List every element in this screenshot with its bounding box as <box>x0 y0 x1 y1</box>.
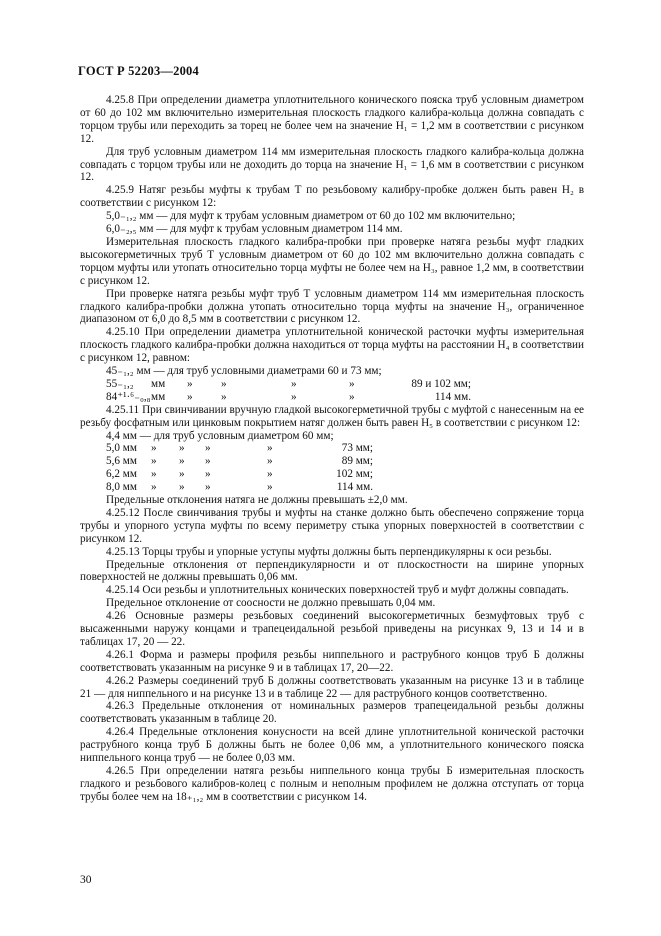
value-row <box>80 430 584 443</box>
ditto-mark: » <box>179 442 185 455</box>
ditto-mark: » <box>267 442 273 455</box>
value-text: 8,0 мм <box>106 481 137 494</box>
paragraph: 4.25.9 Натяг резьбы муфты к трубам Т по резьбовому калибру-пробке должен быть равен H₂ в соответствии с рисунком 12: <box>80 184 584 210</box>
ditto-mark: » <box>151 481 157 494</box>
ditto-mark: » <box>151 455 157 468</box>
paragraph: 4.26 Основные размеры резьбовых соединений высокогерметичных безмуфтовых труб с высаженными наружу концами и трапецеидальной резьбой приведены на рисунках 9, 13 и 14 и в таблицах 17, 20 — 22. <box>80 610 584 648</box>
ditto-mark: » <box>221 377 227 390</box>
ditto-mark: » <box>267 481 273 494</box>
paragraph: 4.25.13 Торцы трубы и упорные уступы муфты должны быть перпендикулярны к оси резьбы. <box>106 545 552 558</box>
ditto-mark: » <box>349 390 355 403</box>
ditto-mark: » <box>205 468 211 481</box>
paragraph: 4.26.5 При определении натяга резьбы ниппельного конца трубы Б измерительная плоскость гладкого и резьбового калибров-колец с полным и неполным профилем не должна отступать от торца трубы более чем на 18₊₁,₂ мм в соответствии с рисунком 14. <box>80 765 584 803</box>
value-row <box>80 378 584 391</box>
value-text: 5,6 мм <box>106 455 137 468</box>
value-row <box>80 455 584 468</box>
value-end: 73 мм; <box>341 442 373 455</box>
paragraph: 4.26.1 Форма и размеры профиля резьбы ниппельного и раструбного концов труб Б должны соответствовать указанным на рисунке 9 и в таблицах 17, 20—22. <box>80 648 584 674</box>
value-end: 102 мм; <box>336 468 373 481</box>
value-row <box>80 391 584 404</box>
paragraph: 4.26.2 Размеры соединений труб Б должны соответствовать указанным на рисунке 13 и в таблице 21 — для ниппельного и на рисунке 13 и в таблице 22 — для раструбного концов соответственно. <box>80 674 584 700</box>
ditto-mark: » <box>205 455 211 468</box>
paragraph: Предельное отклонение от соосности не должно превышать 0,04 мм. <box>106 597 436 610</box>
value-text: 4,4 мм — для труб условным диаметром 60 мм; <box>106 429 334 442</box>
paragraph: Для труб условным диаметром 114 мм измерительная плоскость гладкого калибра-кольца должна совпадать с торцом трубы или не доходить до торца на значение H₁ = 1,6 мм в соответствии с рисунком 12. <box>80 145 584 184</box>
value-text: 84⁺¹·⁶₋₀,₈ <box>106 390 151 403</box>
paragraph: 4.26.3 Предельные отклонения от номинальных размеров трапецеидальной резьбы должны соответствовать указанным в таблице 20. <box>80 700 584 726</box>
ditto-mark: » <box>267 468 273 481</box>
value-end: 114 мм. <box>336 481 373 494</box>
value-text: 55₋₁,₂ <box>106 377 134 390</box>
ditto-mark: » <box>205 442 211 455</box>
unit-text: мм <box>151 377 166 390</box>
ditto-mark: » <box>291 390 297 403</box>
document-body <box>80 94 584 804</box>
document-header: ГОСТ Р 52203—2004 <box>78 64 199 78</box>
paragraph: Измерительная плоскость гладкого калибра-пробки при проверке натяга резьбы муфт гладких высокогерметичных труб Т условным диаметром от 60 до 102 мм включительно должна совпадать с торцом муфты или утопать относительно торца муфты не более чем на H₃, равное 1,2 мм, в соответствии с рисунком 12. <box>80 235 584 287</box>
ditto-mark: » <box>187 377 193 390</box>
ditto-mark: » <box>151 442 157 455</box>
ditto-mark: » <box>179 468 185 481</box>
ditto-mark: » <box>179 455 185 468</box>
value-end: 89 и 102 мм; <box>411 377 471 390</box>
paragraph: 4.25.10 При определении диаметра уплотнительной конической расточки муфты измерительная плоскость гладкого калибра-пробки должна находиться от торца муфты на расстоянии H₄ в соответствии с рисунком 12, равном: <box>80 326 584 365</box>
value-row <box>80 442 584 455</box>
h5-values-list <box>80 430 584 494</box>
paragraph: 4.25.11 При свинчивании вручную гладкой высокогерметичной трубы с муфтой с нанесенным на ее резьбу фосфатным или цинковым покрытием натяг должен быть равен H₅ в соответствии с рисунком 12: <box>80 403 584 429</box>
paragraph: 4.25.8 При определении диаметра уплотнительного конического пояска труб условным диаметром от 60 до 102 мм включительно измерительная плоскость гладкого калибра-кольца должна совпадать с торцом трубы или переходить за торец не более чем на значение H₁ = 1,2 мм в соответствии с рисунком 12. <box>80 94 584 145</box>
paragraph: Предельные отклонения натяга не должны превышать ±2,0 мм. <box>106 493 408 506</box>
paragraph: 4.26.4 Предельные отклонения конусности на всей длине уплотнительной конической расточки раструбного конца труб Б должны быть не более 0,06 мм, а уплотнительного конического пояска ниппельного конца труб — не более 0,03 мм. <box>80 726 584 765</box>
ditto-mark: » <box>187 390 193 403</box>
unit-text: мм <box>151 390 166 403</box>
paragraph: 6,0₋₂,₅ мм — для муфт к трубам условным диаметром 114 мм. <box>106 223 403 236</box>
value-row <box>80 365 584 378</box>
page-number: 30 <box>80 874 92 886</box>
h4-values-list <box>80 365 584 404</box>
paragraph: Предельные отклонения от перпендикулярности и от плоскостности на ширине упорных поверхностей не должны превышать 0,06 мм. <box>80 558 584 584</box>
value-text: 45₋₁,₂ мм — для труб условными диаметрами 60 и 73 мм; <box>106 365 382 378</box>
ditto-mark: » <box>349 377 355 390</box>
value-text: 5,0 мм <box>106 442 137 455</box>
ditto-mark: » <box>221 390 227 403</box>
paragraph: 4.25.12 После свинчивания трубы и муфты на станке должно быть обеспечено сопряжение торца трубы и упорного уступа муфты по всему периметру стыка упорных поверхностей в соответствии с рисунком 12. <box>80 506 584 545</box>
paragraph: 4.25.14 Оси резьбы и уплотнительных конических поверхностей труб и муфт должны совпадать. <box>106 584 569 597</box>
value-row <box>80 481 584 494</box>
ditto-mark: » <box>179 481 185 494</box>
paragraph: 5,0₋₁,₂ мм — для муфт к трубам условным диаметром от 60 до 102 мм включительно; <box>106 210 516 223</box>
value-text: 6,2 мм <box>106 468 137 481</box>
value-row <box>80 468 584 481</box>
ditto-mark: » <box>291 377 297 390</box>
ditto-mark: » <box>267 455 273 468</box>
value-end: 89 мм; <box>341 455 373 468</box>
value-end: 114 мм. <box>434 390 471 403</box>
paragraph: При проверке натяга резьбы муфт труб Т условным диаметром 114 мм измерительная плоскость гладкого калибра-пробки должна утопать относительно торца муфты на значение H₃, ограниченное диапазоном от 6,0 до 8,5 мм в соответствии с рисунком 12. <box>80 287 584 326</box>
ditto-mark: » <box>151 468 157 481</box>
ditto-mark: » <box>205 481 211 494</box>
